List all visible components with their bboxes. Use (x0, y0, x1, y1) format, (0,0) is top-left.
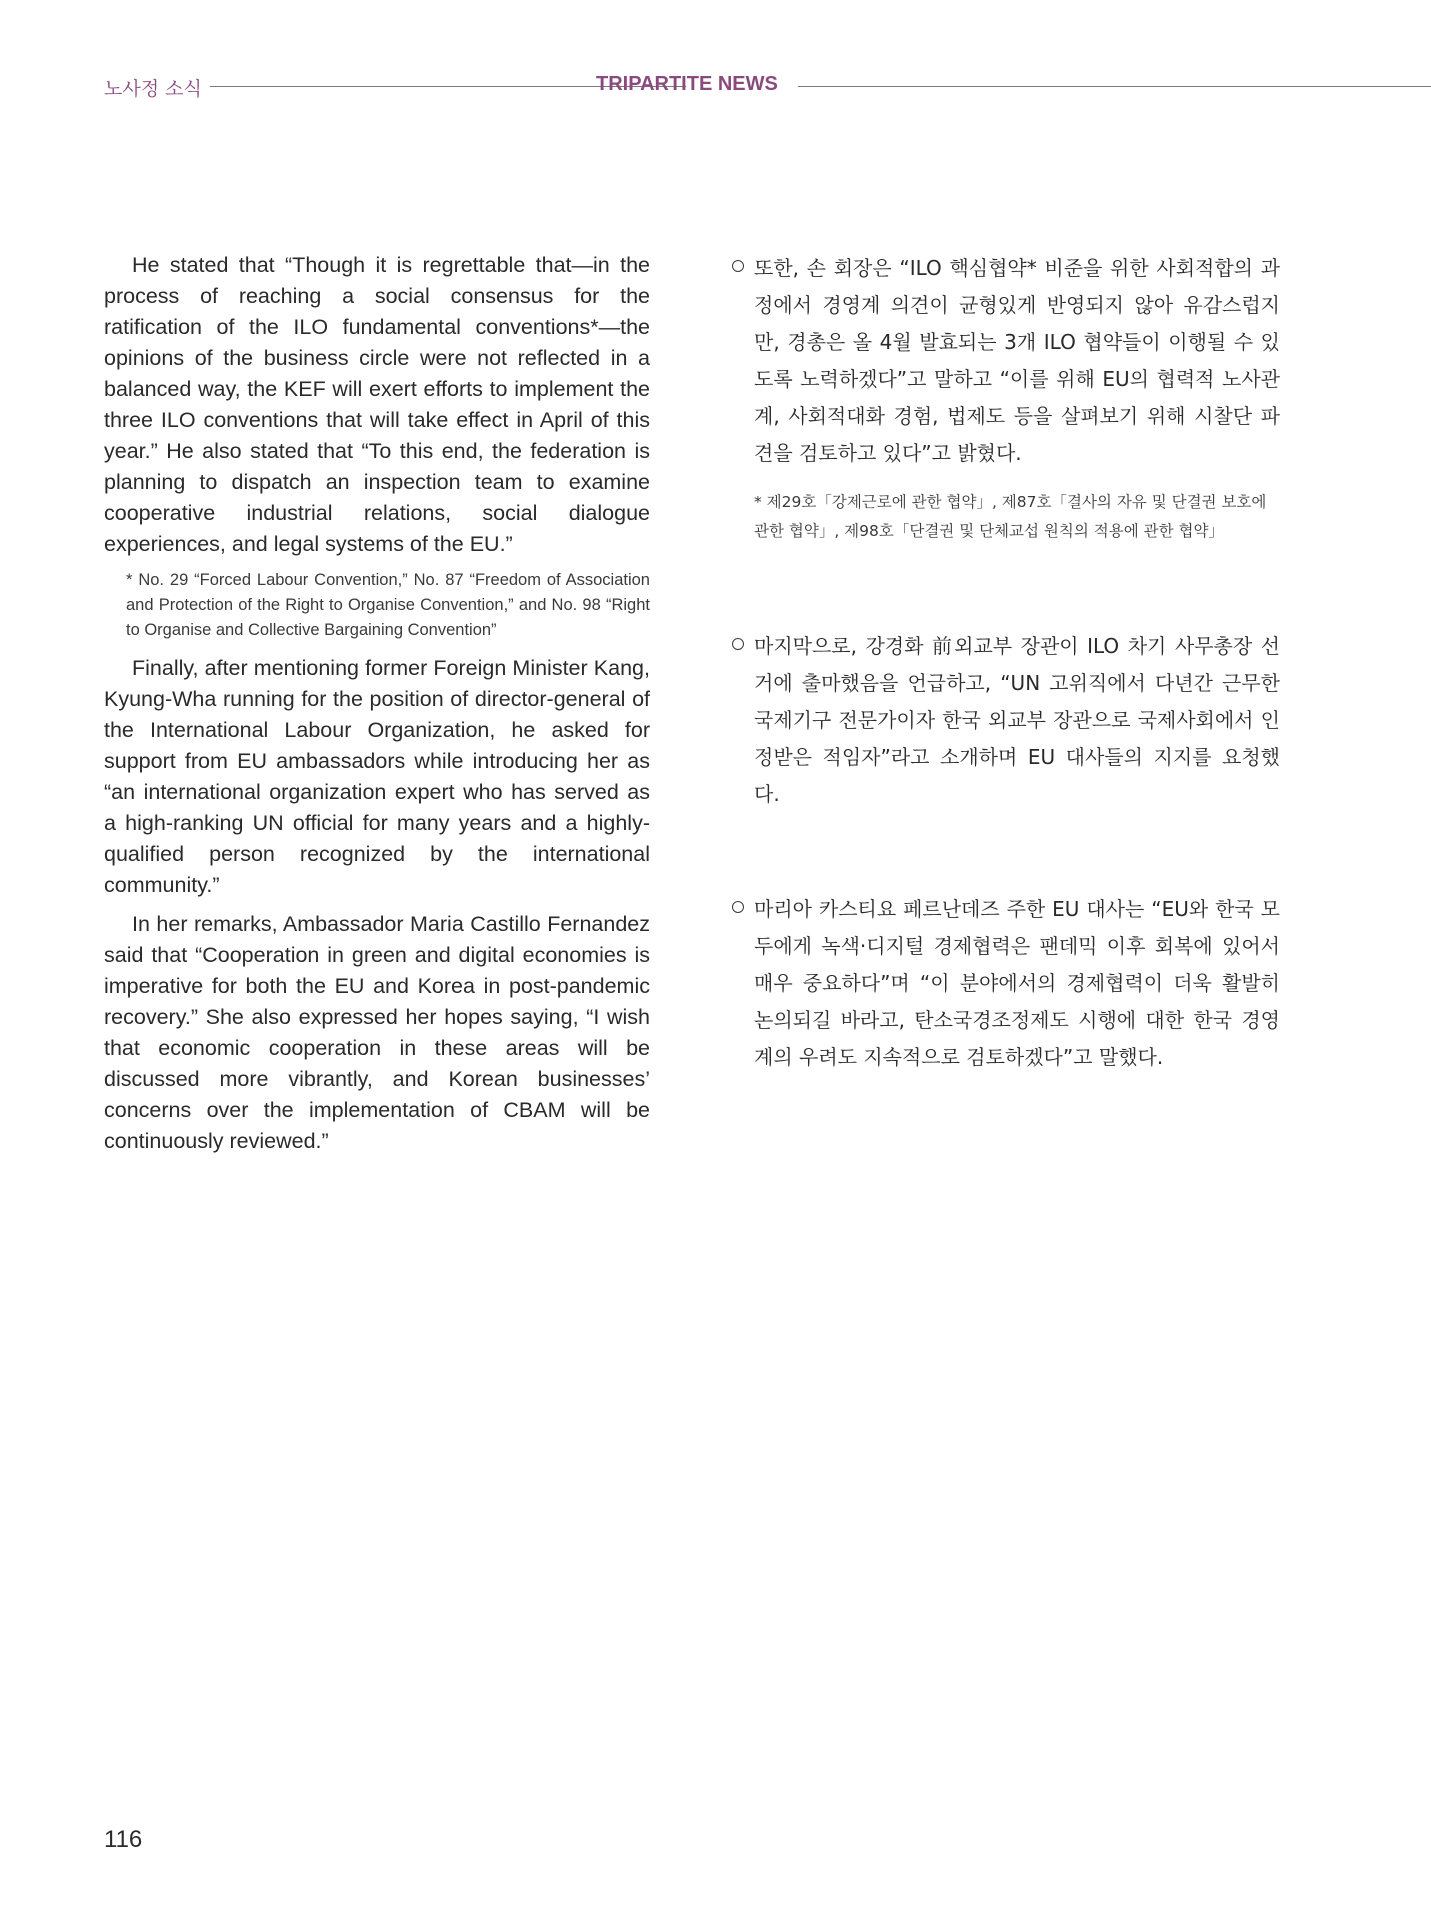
page-header (104, 72, 1431, 102)
english-paragraph-2: Finally, after mentioning former Foreign Minister Kang, Kyung-Wha running for the position of director-general of the International Labour Organization, he asked for support from EU ambassadors while introducing her as “an international organization expert who has served as a high-ranking UN official for many years and a highly-qualified person recognized by the international community.” (104, 656, 650, 897)
korean-item-2-text: 마지막으로, 강경화 前외교부 장관이 ILO 차기 사무총장 선거에 출마했음을 언급하고, “UN 고위직에서 다년간 근무한 국제기구 전문가이자 한국 외교부 장관으로 국제사회에서 인정받은 적임자”라고 소개하며 EU 대사들의 지지를 요청했다. (754, 634, 1280, 806)
english-paragraph-1: He stated that “Though it is regrettable that—in the process of reaching a social consensus for the ratification of the ILO fundamental conventions*—the opinions of the business circle were not reflected in a balanced way, the KEF will exert efforts to implement the three ILO conventions that will take effect in April of this year.” He also stated that “To this end, the federation is planning to dispatch an inspection team to examine cooperative industrial relations, social dialogue experiences, and legal systems of the EU.” (104, 253, 650, 556)
header-divider-right (798, 86, 1431, 87)
korean-column (732, 250, 1280, 1076)
english-paragraph-3: In her remarks, Ambassador Maria Castillo Fernandez said that “Cooperation in green and digital economies is imperative for both the EU and Korea in post-pandemic recovery.” She also expressed her hopes saying, “I wish that economic cooperation in these areas will be discussed more vibrantly, and Korean businesses’ concerns over the implementation of CBAM will be continuously reviewed.” (104, 912, 650, 1153)
section-title-korean: 노사정 소식 (104, 78, 202, 100)
korean-item-1 (732, 250, 1280, 472)
korean-item-3 (732, 891, 1280, 1076)
section-title-english: TRIPARTITE NEWS (596, 73, 778, 95)
page-number: 116 (104, 1826, 143, 1853)
korean-footnote: * 제29호「강제근로에 관한 협약」, 제87호「결사의 자유 및 단결권 보호에 관한 협약」, 제98호「단결권 및 단체교섭 원칙의 적용에 관한 협약」 (754, 493, 1267, 540)
circle-bullet-icon (732, 260, 744, 272)
english-column (104, 250, 650, 1165)
korean-item-1-text: 또한, 손 회장은 “ILO 핵심협약* 비준을 위한 사회적합의 과정에서 경영계 의견이 균형있게 반영되지 않아 유감스럽지만, 경총은 올 4월 발효되는 3개 ILO 협약들이 이행될 수 있도록 노력하겠다”고 말하고 “이를 위해 EU의 협력적 노사관계, 사회적대화 경험, 법제도 등을 살펴보기 위해 시찰단 파견을 검토하고 있다”고 밝혔다. (754, 256, 1280, 465)
circle-bullet-icon (732, 901, 744, 913)
korean-item-2 (732, 628, 1280, 813)
korean-item-3-text: 마리아 카스티요 페르난데즈 주한 EU 대사는 “EU와 한국 모두에게 녹색·디지털 경제협력은 팬데믹 이후 회복에 있어서 매우 중요하다”며 “이 분야에서의 경제협력이 더욱 활발히 논의되길 바라고, 탄소국경조정제도 시행에 대한 한국 경영계의 우려도 지속적으로 검토하겠다”고 말했다. (754, 897, 1280, 1069)
english-footnote: * No. 29 “Forced Labour Convention,” No. 87 “Freedom of Association and Protection of the Right to Organise Convention,” and No. 98 “Right to Organise and Collective Bargaining Convention” (126, 571, 650, 639)
circle-bullet-icon (732, 638, 744, 650)
